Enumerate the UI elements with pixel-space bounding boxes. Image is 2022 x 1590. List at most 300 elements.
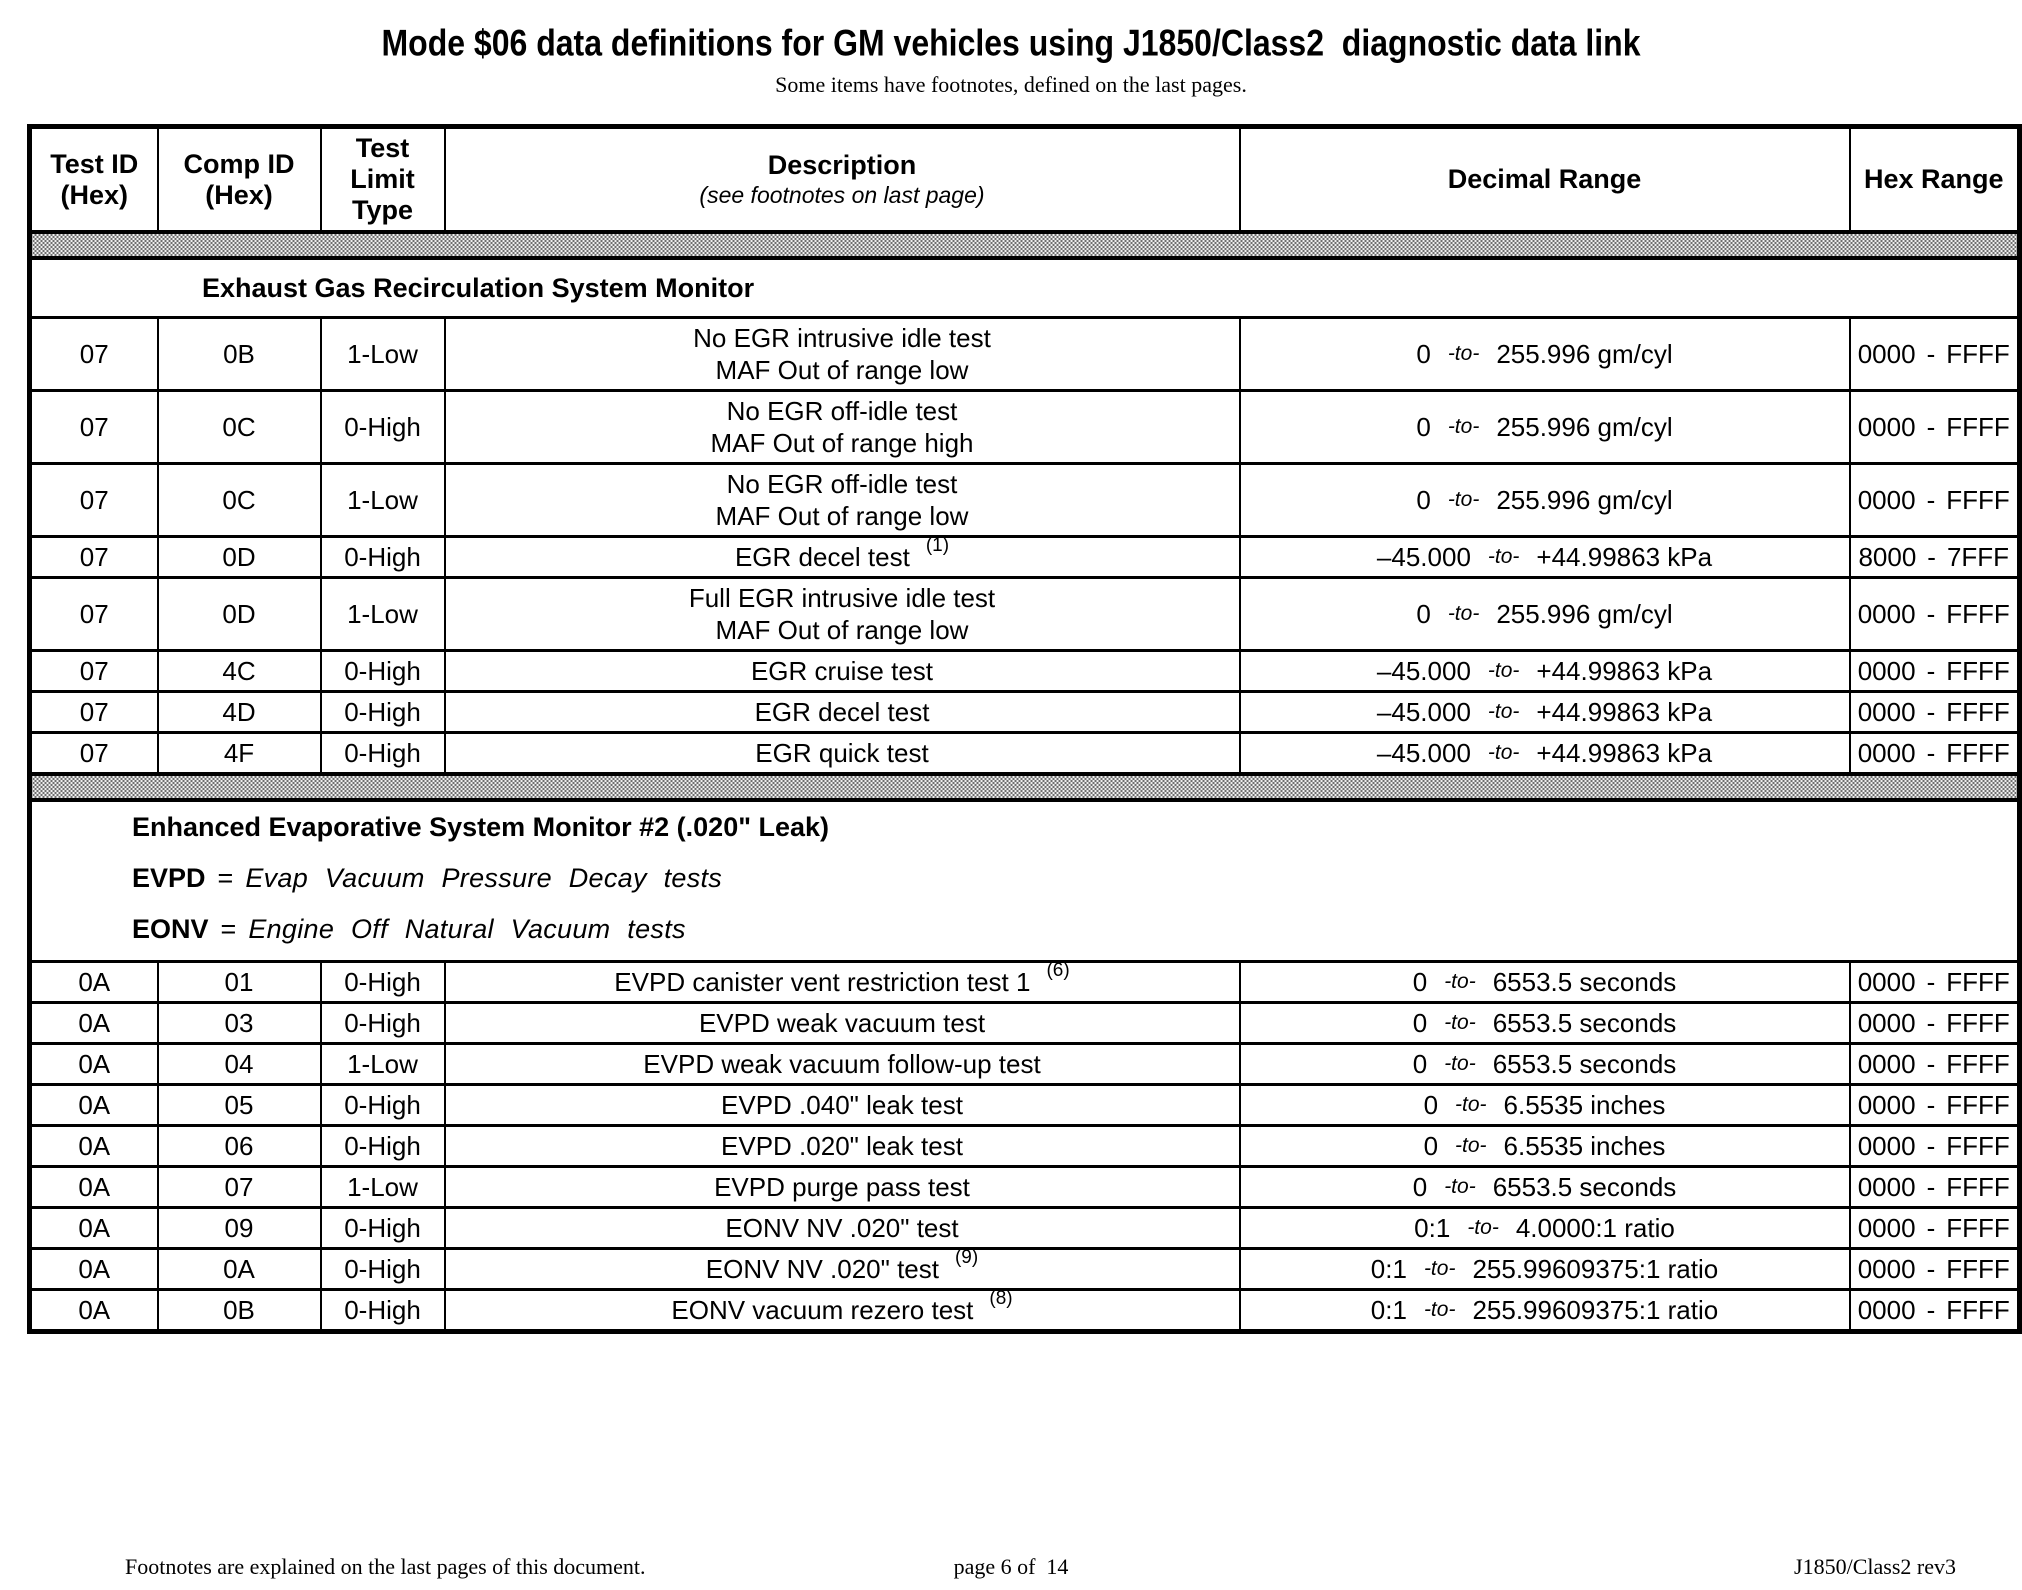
- cell-description: [445, 1208, 1240, 1249]
- cell-limit-type: 0-High: [321, 651, 445, 692]
- table-body: [30, 232, 2020, 1332]
- cell-decimal-range: [1240, 1208, 1850, 1249]
- to-label: -to-: [1447, 415, 1480, 438]
- cell-comp-id: 4C: [158, 651, 321, 692]
- decimal-high: 6.5535 inches: [1503, 1089, 1666, 1120]
- table-row: [30, 692, 2020, 733]
- decimal-range: [1243, 738, 1847, 769]
- cell-hex-range: [1850, 962, 2020, 1003]
- cell-test-id: 0A: [30, 1290, 158, 1332]
- cell-hex-range: [1850, 391, 2020, 464]
- hex-separator: -: [1926, 1253, 1936, 1284]
- decimal-range: [1243, 1172, 1847, 1203]
- table-row: [30, 1167, 2020, 1208]
- hex-range: [1853, 412, 2016, 443]
- cell-decimal-range: [1240, 1126, 1850, 1167]
- cell-decimal-range: [1240, 318, 1850, 391]
- cell-limit-type: 1-Low: [321, 1167, 445, 1208]
- cell-description: [445, 318, 1240, 391]
- column-header-line: (Hex): [60, 179, 128, 210]
- cell-limit-type: 0-High: [321, 1003, 445, 1044]
- decimal-range: [1243, 1213, 1847, 1244]
- decimal-low: –45.000: [1376, 696, 1471, 727]
- to-label: -to-: [1447, 488, 1480, 511]
- cell-comp-id: 09: [158, 1208, 321, 1249]
- cell-decimal-range: [1240, 733, 1850, 775]
- decimal-low: 0: [1412, 1048, 1428, 1079]
- hex-separator: -: [1926, 598, 1936, 629]
- cell-test-id: 0A: [30, 962, 158, 1003]
- hex-high: FFFF: [1946, 1294, 2010, 1325]
- section-header: [30, 800, 2020, 962]
- table-header: [30, 127, 2020, 233]
- footer-document-revision: J1850/Class2 rev3: [1794, 1554, 1956, 1579]
- cell-decimal-range: [1240, 464, 1850, 537]
- page-footer: [0, 1554, 2022, 1586]
- hex-low: 0000: [1857, 1007, 1916, 1038]
- cell-description: [445, 692, 1240, 733]
- description-line: EGR cruise test: [750, 656, 934, 686]
- cell-limit-type: 0-High: [321, 1249, 445, 1290]
- hex-range: [1853, 1295, 2016, 1326]
- cell-description: [445, 962, 1240, 1003]
- decimal-low: 0: [1416, 484, 1431, 515]
- table-row: [30, 1044, 2020, 1085]
- page-subtitle: Some items have footnotes, defined on the last pages.: [775, 72, 1247, 97]
- footnote-marker: (9): [954, 1247, 979, 1268]
- cell-test-id: 0A: [30, 1085, 158, 1126]
- document-page: [0, 22, 2022, 1590]
- hex-low: 0000: [1857, 737, 1916, 768]
- cell-decimal-range: [1240, 1167, 1850, 1208]
- hatch-separator: [30, 232, 2020, 258]
- section-header-row: [30, 800, 2020, 962]
- cell-decimal-range: [1240, 692, 1850, 733]
- column-header-line: Comp ID: [183, 148, 295, 179]
- to-label: -to-: [1447, 342, 1480, 365]
- description-line: No EGR intrusive idle test: [693, 323, 991, 353]
- hex-low: 0000: [1857, 338, 1916, 369]
- decimal-low: 0: [1412, 966, 1428, 997]
- cell-comp-id: 0C: [158, 464, 321, 537]
- column-header-test-id: [30, 127, 158, 233]
- hex-range: [1853, 1213, 2016, 1244]
- cell-hex-range: [1850, 578, 2020, 651]
- description-line: EVPD canister vent restriction test 1 $^{(6)}$: [614, 960, 1070, 997]
- decimal-low: 0: [1423, 1130, 1439, 1161]
- cell-hex-range: [1850, 1044, 2020, 1085]
- hex-low: 0000: [1857, 1130, 1916, 1161]
- to-label: -to-: [1455, 1093, 1487, 1116]
- cell-hex-range: [1850, 1003, 2020, 1044]
- hex-high: 7FFF: [1946, 541, 2010, 572]
- column-header-decimal-range: [1240, 127, 1850, 233]
- table-row: [30, 578, 2020, 651]
- decimal-high: +44.99863 kPa: [1536, 737, 1713, 768]
- hex-range: [1853, 1090, 2016, 1121]
- cell-description: [445, 1044, 1240, 1085]
- hex-range: [1853, 542, 2016, 573]
- to-label: -to-: [1487, 741, 1520, 764]
- hex-high: FFFF: [1946, 598, 2010, 629]
- cell-decimal-range: [1240, 1290, 1850, 1332]
- column-header-line: Test ID: [50, 148, 139, 179]
- cell-test-id: 0A: [30, 1044, 158, 1085]
- abbreviation-definition: [132, 912, 2017, 946]
- cell-decimal-range: [1240, 1085, 1850, 1126]
- hex-range: [1853, 1131, 2016, 1162]
- to-label: -to-: [1423, 1298, 1456, 1321]
- hex-high: FFFF: [1946, 737, 2010, 768]
- hex-range: [1853, 967, 2016, 998]
- column-header-line: Test: [355, 133, 410, 163]
- abbreviation-meaning: Engine Off Natural Vacuum tests: [248, 914, 686, 944]
- description-line: EONV vacuum rezero test $^{(8)}$: [671, 1288, 1013, 1325]
- cell-hex-range: [1850, 1085, 2020, 1126]
- hex-high: FFFF: [1946, 1212, 2010, 1243]
- description-line: MAF Out of range low: [715, 615, 969, 645]
- cell-comp-id: 07: [158, 1167, 321, 1208]
- mode06-definitions-table: [27, 124, 2022, 1334]
- footnote-marker: (8): [989, 1288, 1013, 1309]
- decimal-high: 6553.5 seconds: [1492, 1171, 1677, 1202]
- to-label: -to-: [1444, 1011, 1476, 1034]
- cell-hex-range: [1850, 1126, 2020, 1167]
- cell-comp-id: 05: [158, 1085, 321, 1126]
- hex-range: [1853, 1172, 2016, 1203]
- decimal-range: [1243, 1295, 1847, 1326]
- abbreviation-definition: [132, 861, 2017, 895]
- to-label: -to-: [1487, 700, 1520, 723]
- column-header-line: Description: [767, 149, 917, 180]
- decimal-low: –45.000: [1376, 737, 1471, 768]
- section-header-row: [30, 258, 2020, 318]
- decimal-range: [1243, 656, 1847, 687]
- hex-low: 0000: [1857, 655, 1916, 686]
- description-line: MAF Out of range low: [715, 501, 969, 531]
- description-line: EVPD .040" leak test: [721, 1090, 963, 1120]
- cell-description: [445, 1249, 1240, 1290]
- footer-footnote-note: Footnotes are explained on the last pages of this document.: [125, 1554, 646, 1579]
- hex-high: FFFF: [1946, 655, 2010, 686]
- cell-limit-type: 0-High: [321, 1085, 445, 1126]
- abbreviation: EONV: [132, 914, 209, 944]
- hex-separator: -: [1926, 1130, 1936, 1161]
- decimal-low: 0: [1416, 338, 1431, 369]
- description-line: EVPD .020" leak test: [721, 1131, 963, 1161]
- cell-test-id: 07: [30, 733, 158, 775]
- column-header-row: [30, 127, 2020, 233]
- hex-separator: -: [1926, 966, 1936, 997]
- decimal-range: [1243, 1131, 1847, 1162]
- decimal-high: +44.99863 kPa: [1536, 655, 1713, 686]
- cell-limit-type: 1-Low: [321, 1044, 445, 1085]
- description-line: EGR quick test: [755, 738, 929, 768]
- decimal-high: 255.996 gm/cyl: [1496, 338, 1673, 369]
- hex-separator: -: [1927, 541, 1936, 572]
- hex-range: [1853, 485, 2016, 516]
- decimal-high: 255.996 gm/cyl: [1496, 598, 1673, 629]
- decimal-high: 6.5535 inches: [1503, 1130, 1666, 1161]
- cell-test-id: 07: [30, 537, 158, 578]
- decimal-range: [1243, 412, 1847, 443]
- hex-separator: -: [1926, 1294, 1936, 1325]
- decimal-range: [1243, 599, 1847, 630]
- cell-hex-range: [1850, 733, 2020, 775]
- hex-high: FFFF: [1946, 696, 2010, 727]
- to-label: -to-: [1444, 1052, 1476, 1075]
- table-row: [30, 1126, 2020, 1167]
- to-label: -to-: [1444, 1175, 1476, 1198]
- cell-description: [445, 651, 1240, 692]
- cell-description: [445, 1003, 1240, 1044]
- decimal-high: 255.996 gm/cyl: [1496, 484, 1673, 515]
- cell-description: [445, 464, 1240, 537]
- hex-low: 0000: [1857, 484, 1916, 515]
- decimal-low: 0: [1412, 1007, 1428, 1038]
- to-label: -to-: [1467, 1216, 1499, 1239]
- decimal-range: [1243, 1049, 1847, 1080]
- cell-test-id: 0A: [30, 1126, 158, 1167]
- hex-low: 0000: [1857, 1294, 1916, 1325]
- cell-description: [445, 1167, 1240, 1208]
- cell-limit-type: 1-Low: [321, 464, 445, 537]
- cell-test-id: 07: [30, 651, 158, 692]
- column-header-line: Hex Range: [1863, 164, 2004, 194]
- decimal-range: [1243, 542, 1847, 573]
- hex-separator: -: [1926, 1089, 1936, 1120]
- decimal-high: 255.99609375:1 ratio: [1472, 1294, 1719, 1325]
- hatch-separator: [30, 774, 2020, 800]
- section-title: Enhanced Evaporative System Monitor #2 (.020" Leak): [132, 812, 830, 842]
- hex-low: 0000: [1857, 598, 1916, 629]
- hex-range: [1853, 656, 2016, 687]
- decimal-high: 6553.5 seconds: [1492, 1007, 1677, 1038]
- decimal-high: +44.99863 kPa: [1536, 696, 1713, 727]
- decimal-low: 0: [1423, 1089, 1439, 1120]
- hex-separator: -: [1926, 1171, 1936, 1202]
- cell-test-id: 07: [30, 464, 158, 537]
- cell-description: [445, 1290, 1240, 1332]
- column-header-hex-range: [1850, 127, 2020, 233]
- hex-separator: -: [1926, 1212, 1936, 1243]
- hex-separator: -: [1926, 696, 1936, 727]
- cell-test-id: 0A: [30, 1167, 158, 1208]
- cell-comp-id: 0D: [158, 537, 321, 578]
- hex-high: FFFF: [1946, 484, 2010, 515]
- hex-separator: -: [1926, 411, 1936, 442]
- cell-test-id: 0A: [30, 1249, 158, 1290]
- decimal-range: [1243, 697, 1847, 728]
- cell-test-id: 0A: [30, 1208, 158, 1249]
- hex-high: FFFF: [1946, 1048, 2010, 1079]
- decimal-low: 0:1: [1370, 1294, 1407, 1325]
- hex-low: 0000: [1857, 1171, 1916, 1202]
- to-label: -to-: [1487, 659, 1520, 682]
- cell-comp-id: 0A: [158, 1249, 321, 1290]
- hex-high: FFFF: [1946, 1089, 2010, 1120]
- hex-high: FFFF: [1946, 1130, 2010, 1161]
- description-line: MAF Out of range low: [715, 355, 969, 385]
- table-row: [30, 962, 2020, 1003]
- table-row: [30, 1085, 2020, 1126]
- to-label: -to-: [1447, 602, 1480, 625]
- footnote-marker: (1): [925, 535, 950, 556]
- cell-comp-id: 04: [158, 1044, 321, 1085]
- cell-decimal-range: [1240, 537, 1850, 578]
- hex-range: [1853, 738, 2016, 769]
- column-header-description: [445, 127, 1240, 233]
- cell-hex-range: [1850, 692, 2020, 733]
- table-row: [30, 537, 2020, 578]
- hex-low: 0000: [1857, 966, 1916, 997]
- abbreviation: EVPD: [132, 863, 206, 893]
- decimal-high: 4.0000:1 ratio: [1515, 1212, 1675, 1243]
- column-header-line: Decimal Range: [1447, 164, 1642, 194]
- cell-comp-id: 01: [158, 962, 321, 1003]
- hex-high: FFFF: [1946, 411, 2010, 442]
- hex-low: 0000: [1857, 1089, 1916, 1120]
- cell-description: [445, 733, 1240, 775]
- cell-hex-range: [1850, 1167, 2020, 1208]
- cell-description: [445, 1085, 1240, 1126]
- description-line: EONV NV .020" test: [725, 1213, 959, 1243]
- decimal-range: [1243, 1254, 1847, 1285]
- footer-page-number: page 6 of 14: [953, 1554, 1069, 1579]
- table-row: [30, 1290, 2020, 1332]
- cell-limit-type: 0-High: [321, 391, 445, 464]
- column-header-line: (Hex): [205, 179, 273, 210]
- to-label: -to-: [1444, 970, 1476, 993]
- column-header-comp-id: [158, 127, 321, 233]
- equals-sign: =: [220, 914, 237, 944]
- cell-test-id: 0A: [30, 1003, 158, 1044]
- cell-hex-range: [1850, 1208, 2020, 1249]
- equals-sign: =: [217, 863, 234, 893]
- decimal-high: 255.996 gm/cyl: [1496, 411, 1673, 442]
- cell-comp-id: 0B: [158, 1290, 321, 1332]
- decimal-range: [1243, 339, 1847, 370]
- decimal-low: 0: [1416, 598, 1431, 629]
- cell-description: [445, 578, 1240, 651]
- decimal-low: –45.000: [1376, 541, 1471, 572]
- hex-low: 0000: [1857, 1048, 1916, 1079]
- table-row: [30, 1003, 2020, 1044]
- abbreviation-meaning: Evap Vacuum Pressure Decay tests: [245, 863, 723, 893]
- table-row: [30, 651, 2020, 692]
- cell-decimal-range: [1240, 578, 1850, 651]
- cell-limit-type: 1-Low: [321, 318, 445, 391]
- cell-comp-id: 06: [158, 1126, 321, 1167]
- decimal-high: 6553.5 seconds: [1492, 966, 1677, 997]
- hex-separator: -: [1926, 655, 1936, 686]
- hex-separator: -: [1926, 737, 1936, 768]
- hex-low: 0000: [1857, 1212, 1916, 1243]
- hex-separator: -: [1926, 1007, 1936, 1038]
- table-row: [30, 1249, 2020, 1290]
- hex-range: [1853, 697, 2016, 728]
- column-header-line: Type: [351, 195, 413, 225]
- table-row: [30, 733, 2020, 775]
- cell-limit-type: 0-High: [321, 1126, 445, 1167]
- decimal-high: 255.99609375:1 ratio: [1472, 1253, 1719, 1284]
- cell-comp-id: 4D: [158, 692, 321, 733]
- column-header-limit-type: [321, 127, 445, 233]
- section-title: Exhaust Gas Recirculation System Monitor: [202, 273, 755, 303]
- hex-range: [1853, 599, 2016, 630]
- to-label: -to-: [1455, 1134, 1487, 1157]
- description-line: EVPD weak vacuum test: [698, 1008, 986, 1038]
- cell-decimal-range: [1240, 1249, 1850, 1290]
- decimal-range: [1243, 485, 1847, 516]
- cell-description: [445, 391, 1240, 464]
- decimal-range: [1243, 967, 1847, 998]
- cell-description: [445, 1126, 1240, 1167]
- cell-hex-range: [1850, 651, 2020, 692]
- cell-comp-id: 0C: [158, 391, 321, 464]
- description-line: EVPD purge pass test: [714, 1172, 970, 1202]
- cell-test-id: 07: [30, 578, 158, 651]
- cell-limit-type: 0-High: [321, 1208, 445, 1249]
- hex-high: FFFF: [1946, 1171, 2010, 1202]
- footnote-marker: (6): [1046, 960, 1070, 981]
- decimal-low: –45.000: [1376, 655, 1471, 686]
- section-header: [30, 258, 2020, 318]
- description-line: EVPD weak vacuum follow-up test: [643, 1049, 1041, 1079]
- table-row: [30, 1208, 2020, 1249]
- hex-range: [1853, 1008, 2016, 1039]
- hex-low: 0000: [1857, 696, 1916, 727]
- page-title: Mode $06 data definitions for GM vehicles using J1850/Class2 diagnostic data link: [381, 22, 1641, 64]
- cell-limit-type: 0-High: [321, 1290, 445, 1332]
- to-label: -to-: [1487, 545, 1520, 568]
- cell-comp-id: 4F: [158, 733, 321, 775]
- cell-test-id: 07: [30, 318, 158, 391]
- cell-hex-range: [1850, 1290, 2020, 1332]
- hex-separator: -: [1926, 1048, 1936, 1079]
- decimal-high: 6553.5 seconds: [1492, 1048, 1677, 1079]
- cell-comp-id: 0B: [158, 318, 321, 391]
- decimal-range: [1243, 1090, 1847, 1121]
- description-line: EONV NV .020" test $^{(9)}$: [705, 1247, 979, 1284]
- separator-row: [30, 774, 2020, 800]
- hex-low: 8000: [1858, 541, 1917, 572]
- table-row: [30, 318, 2020, 391]
- decimal-low: 0:1: [1414, 1212, 1451, 1243]
- separator-row: [30, 232, 2020, 258]
- cell-decimal-range: [1240, 391, 1850, 464]
- column-header-line: Limit: [350, 164, 415, 194]
- hex-high: FFFF: [1946, 1007, 2010, 1038]
- table-row: [30, 464, 2020, 537]
- hex-low: 0000: [1857, 1253, 1916, 1284]
- cell-decimal-range: [1240, 962, 1850, 1003]
- hex-separator: -: [1926, 338, 1936, 369]
- table-row: [30, 391, 2020, 464]
- description-line: EGR decel test $^{(1)}$: [734, 535, 950, 572]
- decimal-low: 0: [1412, 1171, 1428, 1202]
- description-line: EGR decel test: [754, 697, 930, 727]
- hex-high: FFFF: [1946, 1253, 2010, 1284]
- cell-limit-type: 0-High: [321, 733, 445, 775]
- decimal-low: 0:1: [1370, 1253, 1407, 1284]
- hex-high: FFFF: [1946, 338, 2010, 369]
- hex-high: FFFF: [1946, 966, 2010, 997]
- to-label: -to-: [1423, 1257, 1456, 1280]
- decimal-high: +44.99863 kPa: [1536, 541, 1713, 572]
- cell-hex-range: [1850, 464, 2020, 537]
- description-line: MAF Out of range high: [710, 428, 974, 458]
